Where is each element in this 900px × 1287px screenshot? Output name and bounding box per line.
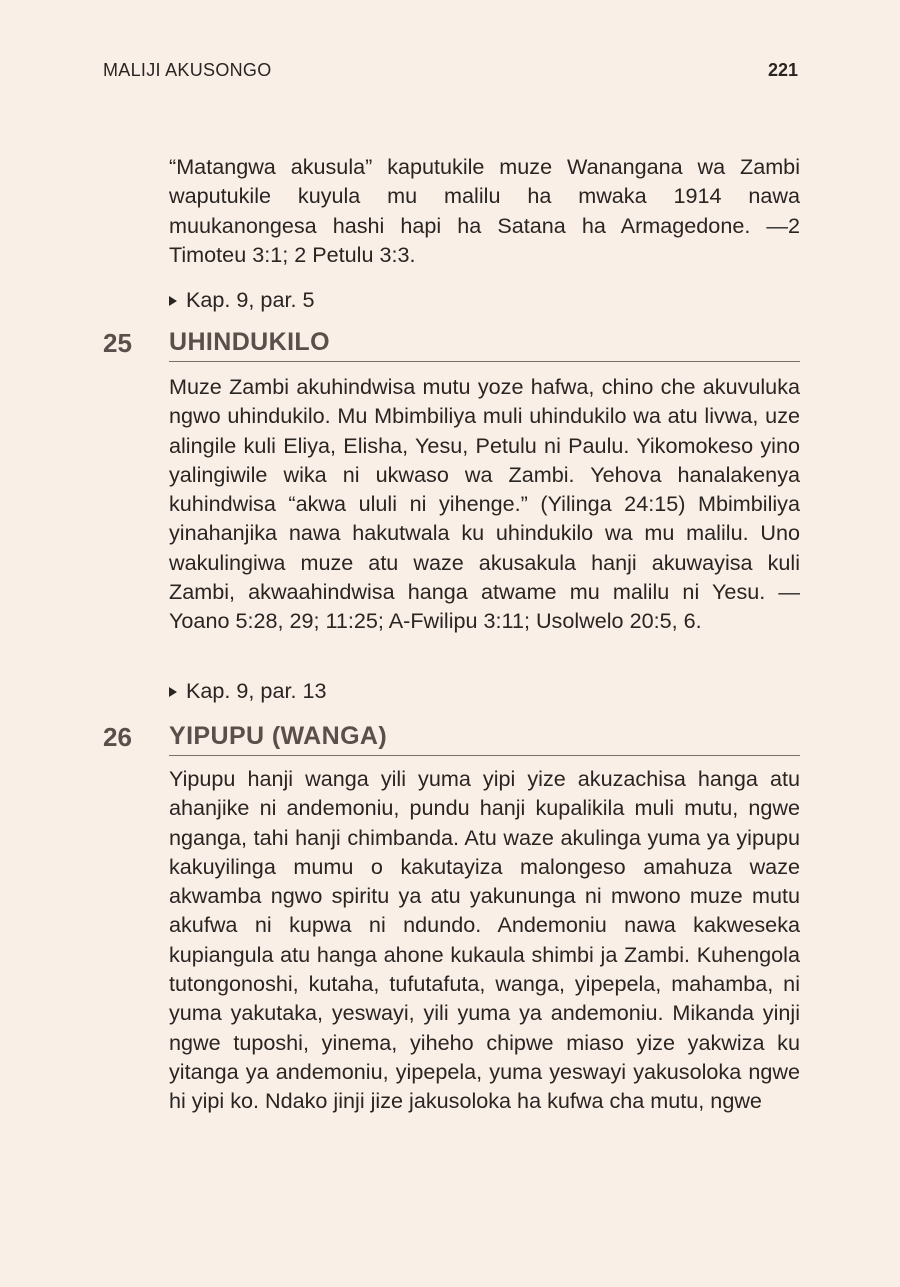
intro-paragraph: “Matangwa akusula” kaputukile muze Wanangana wa Zambi waputukile kuyula mu malilu ha mwaka 1914 nawa muukanongesa hashi hapi ha Satana ha Armagedone. —2 Timoteu 3:1; 2 Petulu 3:3. — [169, 154, 800, 267]
intro-reference — [169, 285, 314, 314]
intro-reference-label: Kap. 9, par. 5 — [186, 287, 315, 312]
section-title-uhindukilo: UHINDUKILO — [169, 328, 800, 362]
page-number: 221 — [767, 60, 798, 80]
section-reference-label: Kap. 9, par. 13 — [186, 678, 327, 703]
section-title-yipupu: YIPUPU (WANGA) — [169, 722, 800, 756]
section-body-yipupu: Yipupu hanji wanga yili yuma yipi yize akuzachisa hanga atu ahanjike ni andemoniu, pundu hanji kupalikila muli mutu, ngwe nganga, tahi hanji chimbanda. Atu waze akulinga yuma ya yipupu kakuyilinga mumu o kakutayiza malongeso amahuza waze akwamba ngwo spiritu ya atu yakununga ni mwono muze mutu akufwa ni kupwa ni ndundo. Andemoniu nawa kakweseka kupiangula atu hanga ahone kukaula shimbi ja Zambi. Kuhengola tutongonoshi, kutaha, tufutafuta, wanga, yipepela, mahamba, ni yuma yakutaka, yeswayi, yili yuma ya andemoniu. Mikanda yinji ngwe tuposhi, yinema, yiheho chipwe miaso yize yakwiza ku yitanga ya andemoniu, yipepela, yuma yeswayi yakusoloka ngwe hi yipi ko. Ndako jinji jize jakusoloka ha kufwa cha mutu, ngwe — [169, 766, 800, 1114]
triangle-arrow-icon — [169, 296, 177, 306]
section-body-uhindukilo: Muze Zambi akuhindwisa mutu yoze hafwa, chino che akuvuluka ngwo uhindukilo. Mu Mbimbiliya muli uhindukilo wa atu livwa, uze alingile kuli Eliya, Elisha, Yesu, Petulu ni Paulu. Yikomokeso yino yalingiwile wika ni ukwaso wa Zambi. Yehova hanalakenya kuhindwisa “akwa ululi ni yihenge.” (Yilinga 24:15) Mbimbiliya yinahanjika nawa hakutwala ku uhindukilo wa mu malilu. Uno wakulingiwa muze atu waze akusakula hanji akuwayisa kuli Zambi, akwaahindwisa hanga atwame mu malilu ni Yesu. —Yoano 5:28, 29; 11:25; A-Fwilipu 3:11; Usolwelo 20:5, 6. — [169, 374, 800, 634]
section-number-26: 26 — [103, 722, 132, 752]
section-number-25: 25 — [103, 328, 132, 358]
running-head: MALIJI AKUSONGO — [103, 60, 272, 80]
section-reference-uhindukilo — [169, 676, 326, 705]
triangle-arrow-icon — [169, 687, 177, 697]
